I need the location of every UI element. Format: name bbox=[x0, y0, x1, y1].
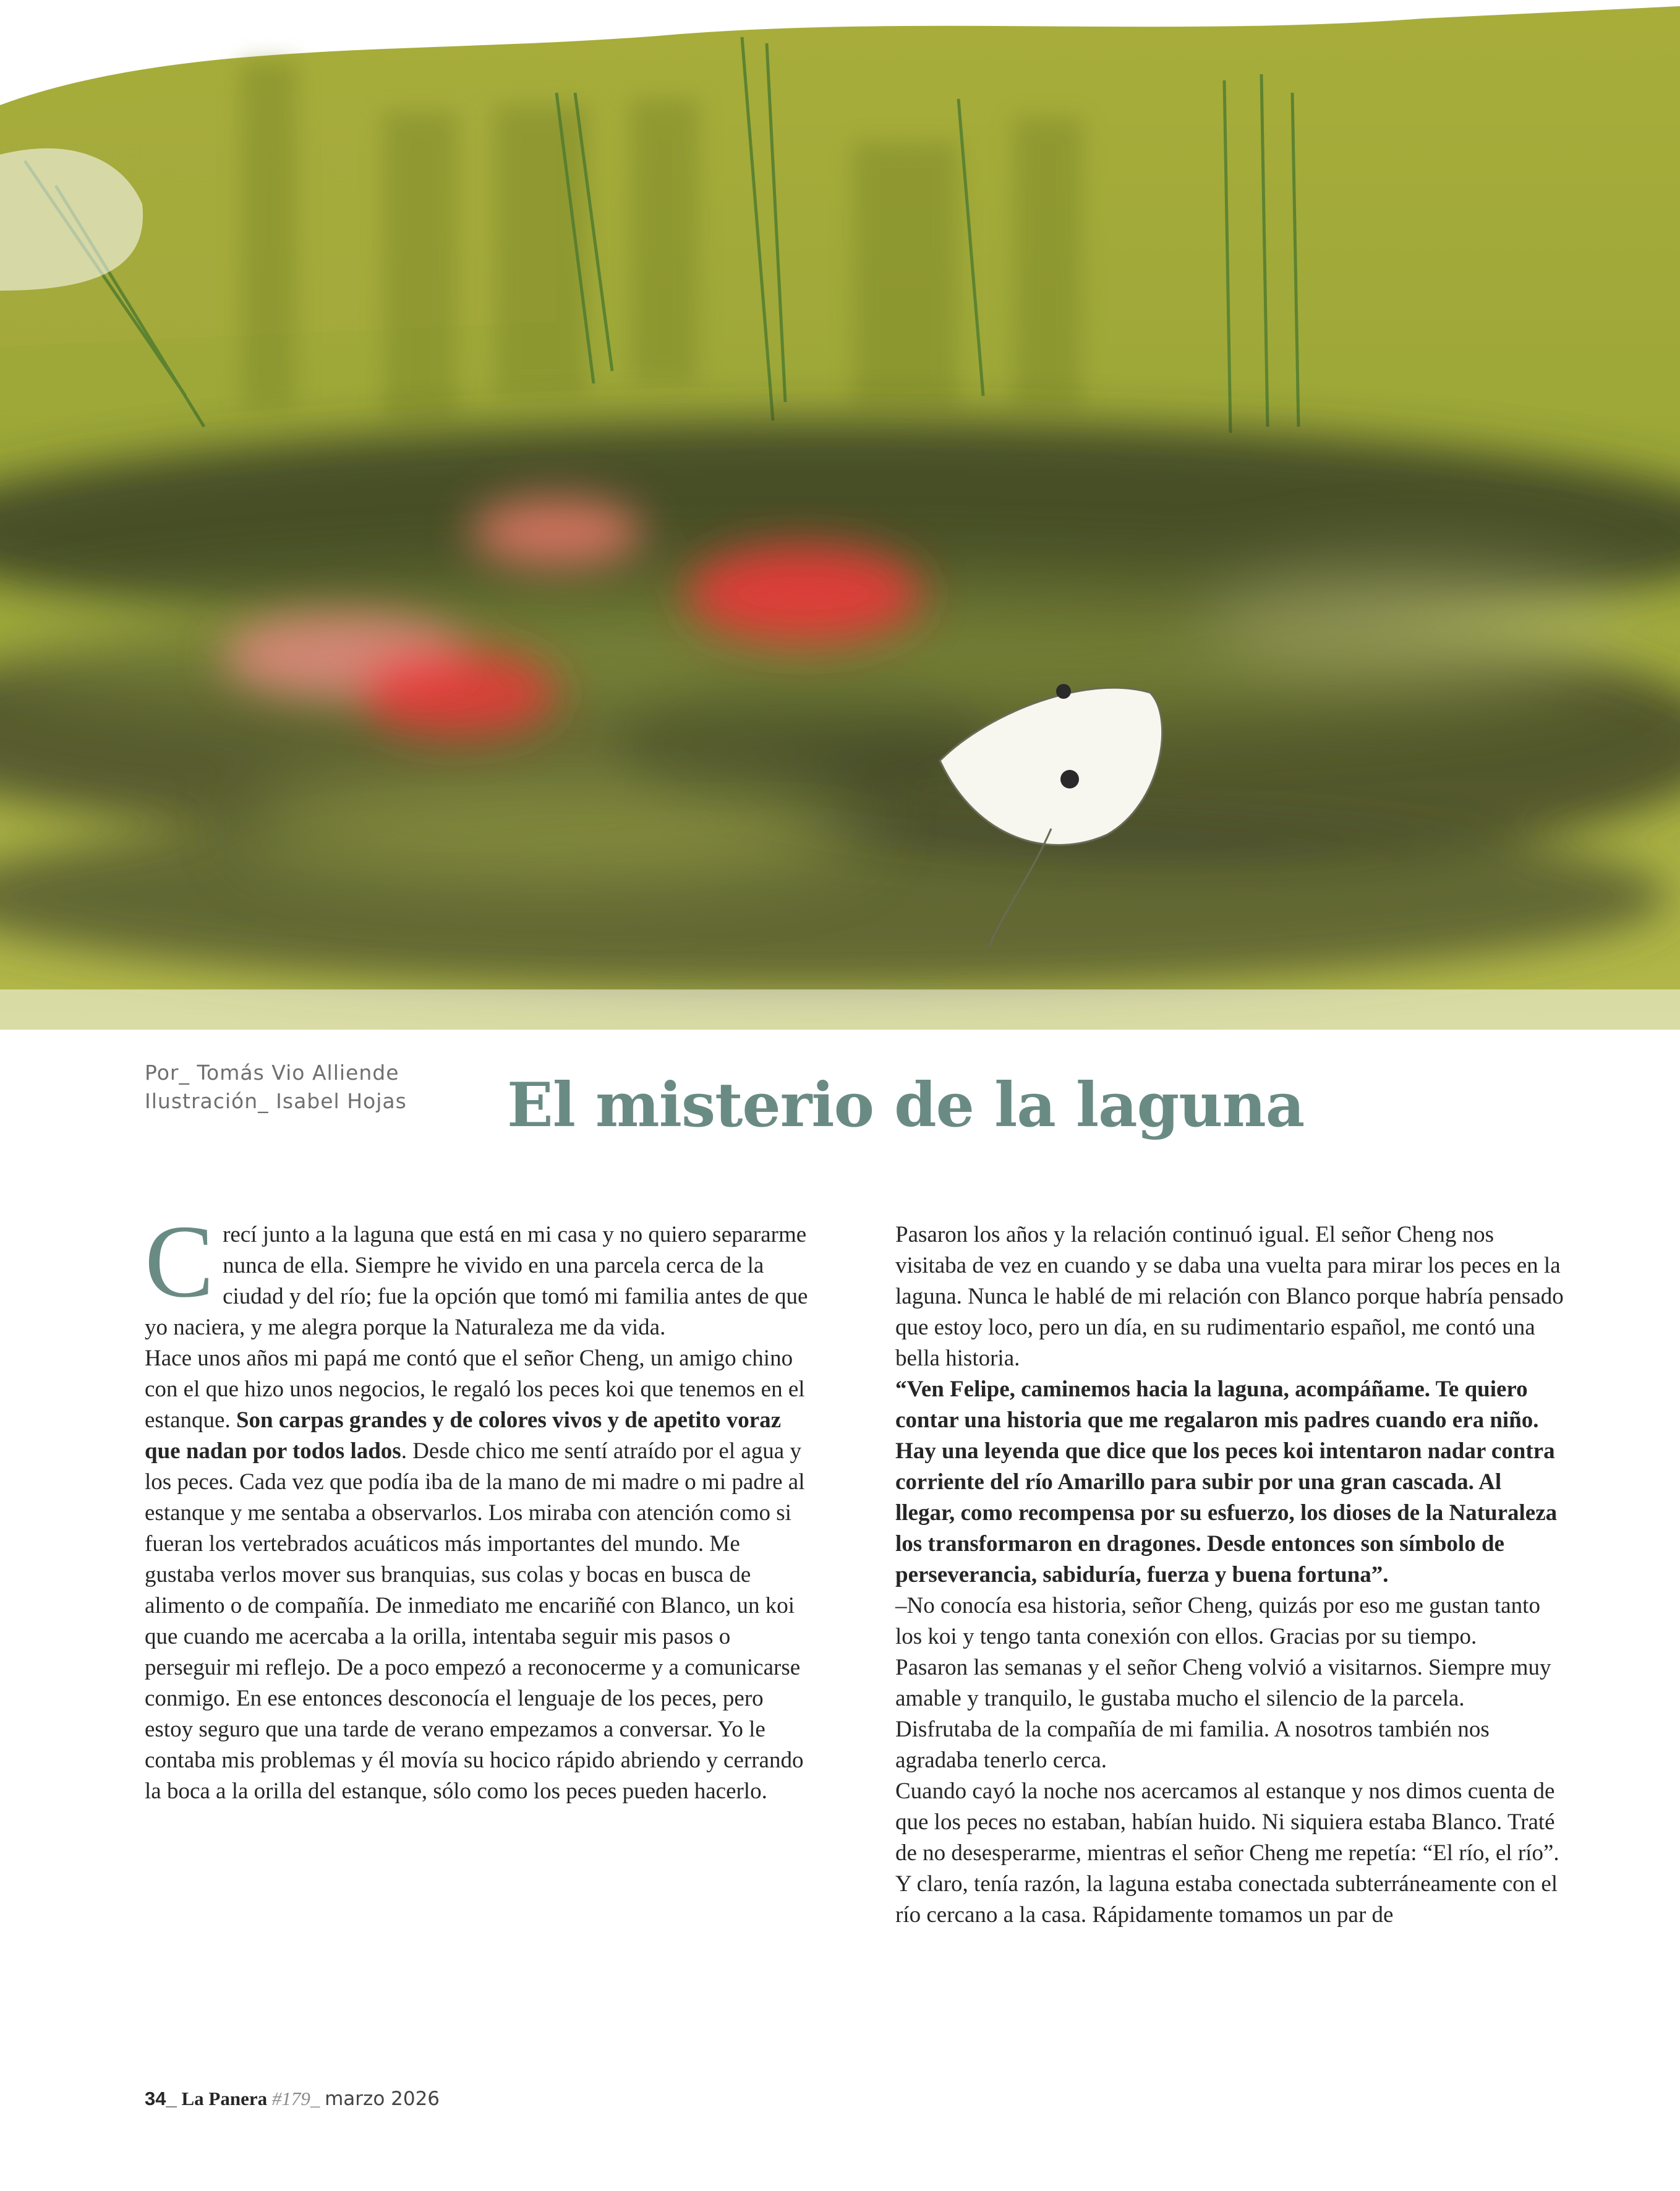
byline: Por_ Tomás Vio Alliende bbox=[145, 1061, 399, 1085]
paragraph bbox=[145, 1343, 814, 1807]
illustration-credit: Ilustración_ Isabel Hojas bbox=[145, 1089, 407, 1113]
drop-cap: C bbox=[145, 1204, 215, 1319]
legend-quote: “Ven Felipe, caminemos hacia la laguna, acompáñame. Te quiero contar una historia que me regalaron mis padres cuando era niño. Hay una leyenda que dice que los peces koi intentaron nadar contra corriente del río Amarillo para subir por una gran cascada. Al llegar, como recompensa por su esfuerzo, los dioses de la Naturaleza los transformaron en dragones. Desde entonces son símbolo de perseverancia, sabiduría, fuerza y buena fortuna”. bbox=[895, 1377, 1558, 1587]
credits bbox=[145, 1059, 407, 1116]
paragraph-text: . Desde chico me sentí atraído por el agua y los peces. Cada vez que podía iba de la mano de mi madre o mi padre al estanque y me sentaba a observarlos. Los miraba con atención como si fueran los vertebrados acuáticos más importantes del mundo. Me gustaba verlos mover sus branquias, sus colas y bocas en busca de alimento o de compañía. De inmediato me encariñé con Blanco, un koi que cuando me acercaba a la orilla, intentaba seguir mis pasos o perseguir mi reflejo. De a poco empezó a reconocerme y a comunicarse conmigo. En ese entonces desconocía el lenguaje de los peces, pero estoy seguro que una tarde de verano empezamos a conversar. Yo le contaba mis problemas y él movía su hocico rápido abriendo y cerrando la boca a la orilla del estanque, sólo como los peces pueden hacerlo. bbox=[145, 1438, 805, 1804]
issue-number: #179_ bbox=[271, 2088, 320, 2109]
paragraph-text: Hace unos años mi papá me contó que el señor Cheng, un amigo chino con el que hizo unos negocios, le regaló los peces koi que tenemos en el estanque. bbox=[145, 1346, 805, 1433]
paragraph-highlight: Son carpas grandes y de colores vivos y de apetito voraz que nadan por todos lados bbox=[145, 1407, 782, 1464]
paragraph-text: recí junto a la laguna que está en mi casa y no quiero separarme nunca de ella. Siempre he vivido en una parcela cerca de la ciudad y del río; fue la opción que tomó mi familia antes de que yo naciera, y me alegra porque la Naturaleza me da vida. bbox=[145, 1222, 808, 1340]
issue-date: marzo 2026 bbox=[325, 2088, 440, 2110]
body-column-right bbox=[895, 1219, 1565, 1931]
page-footer bbox=[145, 2088, 440, 2110]
article-title: El misterio de la laguna bbox=[507, 1070, 1305, 1141]
page-number: 34_ bbox=[145, 2088, 177, 2109]
paragraph: –No conocía esa historia, señor Cheng, quizás por eso me gustan tanto los koi y tengo tanta conexión con ellos. Gracias por su tiempo. bbox=[895, 1593, 1540, 1649]
body-column-left bbox=[145, 1204, 814, 1807]
paragraph: Pasaron los años y la relación continuó igual. El señor Cheng nos visitaba de vez en cuando y se daba una vuelta para mirar los peces en la laguna. Nunca le hablé de mi relación con Blanco porque habría pensado que estoy loco, pero un día, en su rudimentario español, me contó una bella historia. bbox=[895, 1222, 1564, 1371]
magazine-name: La Panera bbox=[181, 2088, 268, 2109]
hero-illustration bbox=[0, 0, 1680, 1030]
paragraph: Cuando cayó la noche nos acercamos al estanque y nos dimos cuenta de que los peces no estaban, habían huido. Ni siquiera estaba Blanco. Traté de no desesperarme, mientras el señor Cheng me repetía: “El río, el río”. Y claro, tenía razón, la laguna estaba conectada subterráneamente con el río cercano a la casa. Rápidamente tomamos un par de bbox=[895, 1779, 1559, 1928]
paragraph: Pasaron las semanas y el señor Cheng volvió a visitarnos. Siempre muy amable y tranquilo, le gustaba mucho el silencio de la parcela. Disfrutaba de la compañía de mi familia. A nosotros también nos agradaba tenerlo cerca. bbox=[895, 1655, 1551, 1773]
paragraph bbox=[145, 1204, 814, 1343]
